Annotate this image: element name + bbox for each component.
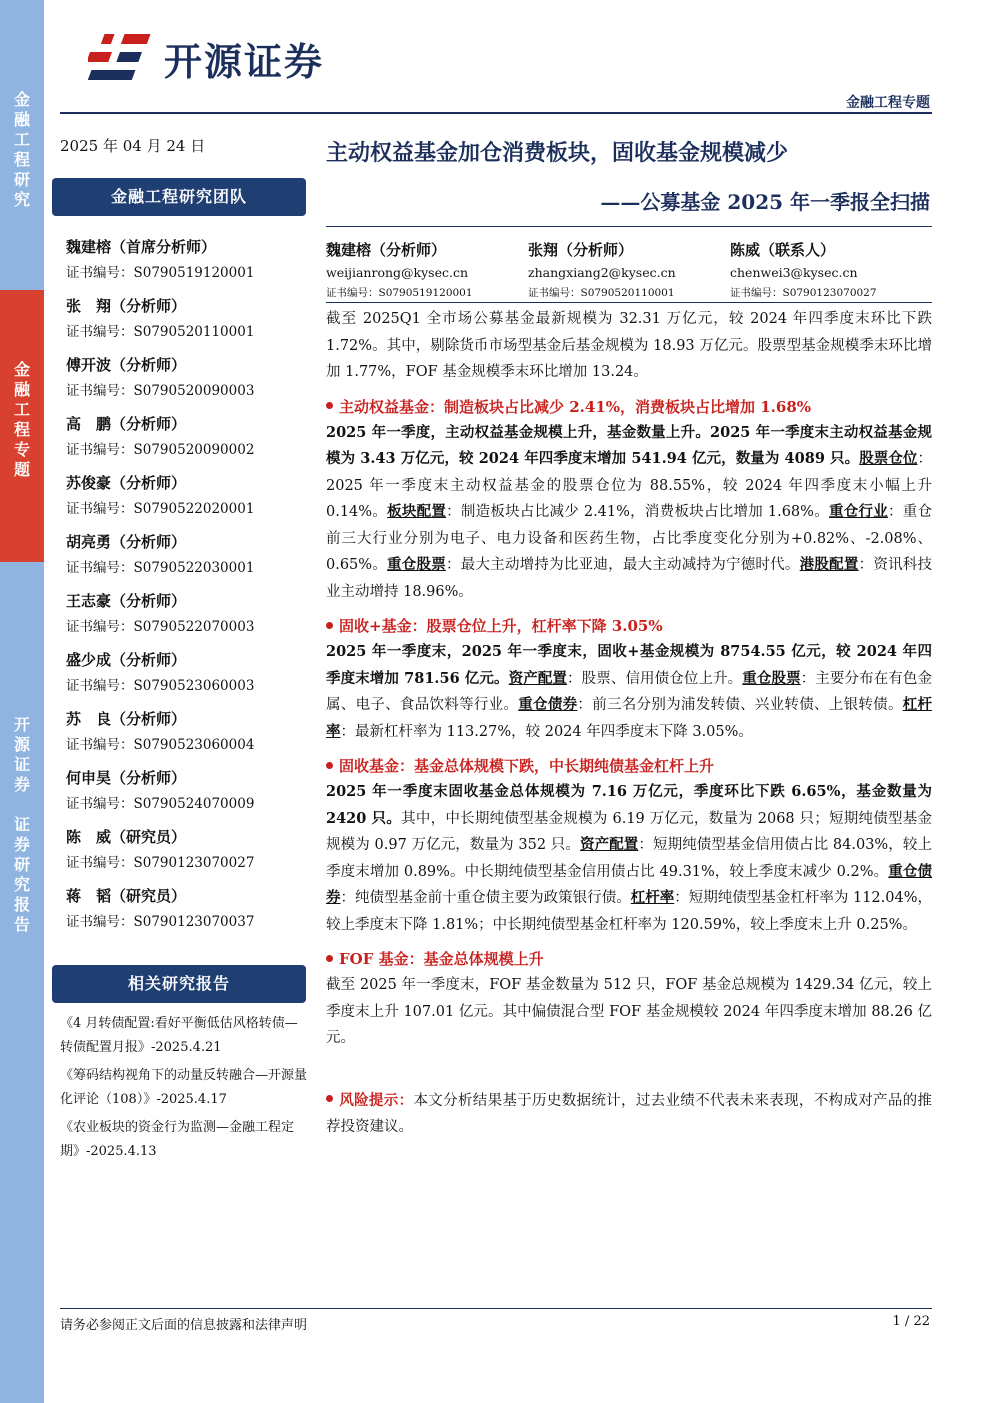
team-member [66,529,306,588]
team-member-name: 傅开波（分析师） [66,356,187,374]
analyst-divider [326,302,932,303]
team-member-name: 胡亮勇（分析师） [66,533,187,551]
sidebar-top-label: 金 融 工 程 研 究 [13,90,30,209]
analyst-cert: 证书编号：S0790123070027 [730,287,877,299]
team-member [66,647,306,706]
body-text: 其中，中长期纯债型基金规模为 6.19 万亿元，数量为 2068 只；短期纯债型基金规模为 0.97 万亿元，数量为 352 只。 [326,810,932,853]
footer-disclaimer: 请务必参阅正文后面的信息披露和法律声明 [60,1318,308,1333]
related-report-list [60,1012,310,1168]
team-member-name: 何申昊（分析师） [66,769,187,787]
summary-body [326,306,932,1149]
team-member-cert: 证书编号：S0790520090003 [66,383,255,399]
analyst [326,238,528,302]
sidebar-band [0,0,44,1403]
team-member [66,352,306,411]
header-divider [60,112,932,114]
team-member [66,293,306,352]
bullet-icon [326,402,333,409]
keyword: 杠杆率 [630,889,675,906]
title-divider [326,226,932,227]
team-member-cert: 证书编号：S0790523060003 [66,678,255,694]
related-section-title: 相关研究报告 [52,965,306,1003]
analyst-cert: 证书编号：S0790519120001 [326,287,473,299]
section-fixed-plus-title: 固收+基金：股票仓位上升，杠杆率下降 3.05% [339,617,663,635]
body-text: ：资讯科技业主动增持 18.96%。 [326,557,933,600]
keyword: 重仓债券 [326,862,932,906]
team-member-name: 苏 良（分析师） [66,710,187,728]
page-subtitle: ——公募基金 2025 年一季报全扫描 [600,190,930,214]
intro-paragraph: 截至 2025Q1 全市场公募基金最新规模为 32.31 万亿元，较 2024 年四季度末环比下跌 1.72%。其中，剔除货币市场型基金后基金规模为 18.93 万亿元。股票型基金规模季末环比增加 1.77%，FOF 基金规模季末环比增加 13.24。 [326,311,932,380]
section-fixed-income-text [326,779,932,938]
keyword: 重仓行业 [828,503,888,520]
footer-divider [60,1308,932,1309]
team-member-name: 张 翔（分析师） [66,297,187,315]
keyword: 股票仓位 [859,450,918,467]
team-member [66,588,306,647]
team-member-cert: 证书编号：S0790522070003 [66,619,255,635]
analyst-name: 魏建榕（分析师） [326,241,447,259]
related-report-link[interactable]: 《筹码结构视角下的动量反转融合—开源量化评论（108）》-2025.4.17 [60,1068,308,1107]
analyst-email[interactable]: weijianrong@kysec.cn [326,265,468,280]
team-member-name: 蒋 韬（研究员） [66,887,187,905]
page-number: 1 / 22 [892,1314,930,1329]
keyword: 板块配置 [387,503,447,520]
section-fof-heading [326,946,932,972]
team-member [66,765,306,824]
team-section-title: 金融工程研究团队 [52,178,306,216]
team-member [66,824,306,883]
section-fixed-income-title: 固收基金：基金总体规模下跌，中长期纯债基金杠杆上升 [339,757,715,775]
body-text: ：主要分布在有色金属、电子、食品饮料等行业。 [326,670,933,713]
body-text: ：最新杠杆率为 113.27%，较 2024 年四季度末下降 3.05%。 [340,723,753,740]
risk-warning-text: 本文分析结果基于历史数据统计，过去业绩不代表未来表现，不构成对产品的推荐投资建议。 [326,1092,932,1135]
related-report-link[interactable]: 《农业板块的资金行为监测—金融工程定期》-2025.4.13 [60,1120,295,1159]
body-text: ：制造板块占比减少 2.41%，消费板块占比增加 1.68%。 [446,504,829,520]
section-fixed-plus-text [326,639,932,745]
bullet-icon [326,955,333,962]
analyst-name: 张翔（分析师） [528,241,634,259]
analyst-row [326,238,932,302]
team-member-cert: 证书编号：S0790123070027 [66,855,255,871]
lead-text: 2025 年一季度，主动权益基金规模上升，基金数量上升。2025 年一季度末主动权益基金规模为 3.43 万亿元，较 2024 年四季度末增加 541.94 亿元，数量为 4089 只。 [326,423,932,467]
team-member-cert: 证书编号：S0790523060004 [66,737,255,753]
bullet-icon [326,622,333,629]
keyword: 重仓股票 [387,556,446,573]
lead-text: 2025 年一季度末，2025 年一季度末，固收+基金规模为 8754.55 亿元，较 2024 年四季度末增加 781.56 亿元。 [326,643,932,687]
body-text: ：前三名分别为浦发转债、兴业转债、上银转债。 [577,697,903,713]
team-member-name: 魏建榕（首席分析师） [66,238,217,256]
header-tag: 金融工程专题 [846,95,930,111]
related-report-link[interactable]: 《4 月转债配置:看好平衡低估风格转债—转债配置月报》-2025.4.21 [60,1016,298,1055]
body-text: ：2025 年一季度末主动权益基金的股票仓位为 88.55%，较 2024 年四季度末小幅上升 0.14%。 [326,451,933,520]
team-member-cert: 证书编号：S0790522020001 [66,501,255,517]
bullet-icon [326,762,333,769]
team-member-cert: 证书编号：S0790524070009 [66,796,255,812]
keyword: 港股配置 [799,556,859,573]
logo [88,30,324,86]
team-member-name: 陈 威（研究员） [66,828,187,846]
analyst-name: 陈威（联系人） [730,241,836,259]
team-member-name: 高 鹏（分析师） [66,415,187,433]
team-member-cert: 证书编号：S0790522030001 [66,560,255,576]
risk-warning-title: 风险提示： [339,1091,414,1109]
section-equity-text [326,420,932,606]
body-text: ：纯债型基金前十重仓债主要为政策银行债。 [340,890,631,906]
body-text: ：重仓前三大行业分别为电子、电力设备和医药生物，占比季度变化分别为+0.82%、-2.08%、0.65%。 [326,504,933,573]
section-equity-heading [326,394,932,420]
team-member [66,234,306,293]
risk-warning [326,1088,932,1141]
body-text: ：股票、信用债仓位上升。 [567,670,743,687]
section-fixed-income-heading [326,753,932,779]
page-title: 主动权益基金加仓消费板块，固收基金规模减少 [326,140,789,166]
section-equity-title: 主动权益基金：制造板块占比减少 2.41%，消费板块占比增加 1.68% [339,397,812,416]
keyword: 重仓债券 [518,696,578,713]
team-member-cert: 证书编号：S0790520090002 [66,442,255,458]
team-member-cert: 证书编号：S0790520110001 [66,324,255,340]
team-member [66,883,306,942]
team-member [66,470,306,529]
team-list [66,234,306,942]
team-member-cert: 证书编号：S0790519120001 [66,265,255,281]
team-member [66,411,306,470]
body-text: ：最大主动增持为比亚迪，最大主动减持为宁德时代。 [446,557,800,573]
section-fixed-plus-heading [326,613,932,639]
team-member-name: 王志豪（分析师） [66,592,187,610]
analyst-email[interactable]: zhangxiang2@kysec.cn [528,265,676,280]
team-member-name: 盛少成（分析师） [66,651,187,669]
body-text: ：短期纯债型基金信用债占比 84.03%，较上季度末增加 0.89%。中长期纯债型基金信用债占比 49.31%，较上季度末减少 0.2%。 [326,837,932,880]
keyword: 资产配置 [508,669,568,687]
section-fof-text: 截至 2025 年一季度末，FOF 基金数量为 512 只，FOF 基金总规模为 1429.34 亿元，较上季度末上升 107.01 亿元。其中偏债混合型 FOF 基金规模较 2024 年四季度末增加 88.26 亿元。 [326,977,932,1046]
section-fof-title: FOF 基金：基金总体规模上升 [339,950,544,968]
team-member [66,706,306,765]
analyst [730,238,932,302]
lead-text: 2025 年一季度末固收基金总体规模为 7.16 万亿元，季度环比下跌 6.65%，基金数量为 2420 只。 [326,783,932,827]
logo-mark-icon [88,30,158,86]
keyword: 资产配置 [580,836,639,853]
team-member-name: 苏俊豪（分析师） [66,474,187,492]
report-date: 2025 年 04 月 24 日 [60,137,206,155]
sidebar-bottom-label: 开 源 证 券 证 券 研 究 报 告 [13,715,30,934]
analyst-cert: 证书编号：S0790520110001 [528,287,675,299]
keyword: 杠杆率 [326,696,933,740]
sidebar-middle-label: 金 融 工 程 专 题 [13,360,30,479]
analyst [528,238,730,302]
team-member-cert: 证书编号：S0790123070037 [66,914,255,930]
keyword: 重仓股票 [742,669,801,687]
bullet-icon [326,1095,333,1102]
body-text: ：短期纯债型基金杠杆率为 112.04%，较上季度末下降 1.81%；中长期纯债型基金杠杆率为 120.59%，较上季度末上升 0.25%。 [326,890,933,933]
logo-text: 开源证券 [164,39,325,84]
analyst-email[interactable]: chenwei3@kysec.cn [730,265,858,280]
